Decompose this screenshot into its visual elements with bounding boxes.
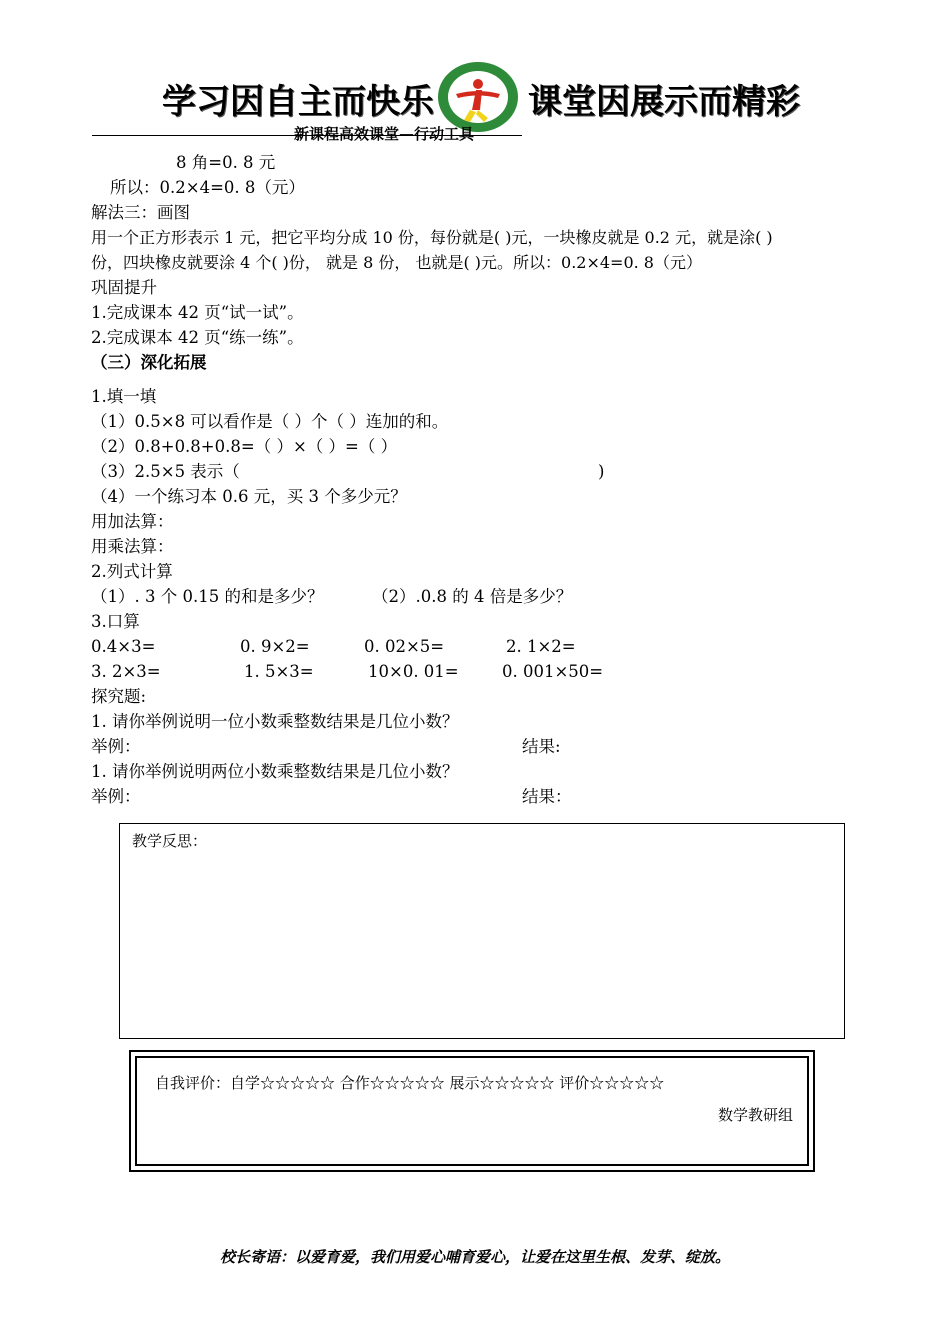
evaluation-inner-frame xyxy=(135,1056,809,1166)
calc-item: 10×0. 01= xyxy=(368,662,459,681)
text-line: 用乘法算： xyxy=(91,537,174,556)
text-line: 举例： xyxy=(91,787,141,806)
text-line: 探究题: xyxy=(91,687,147,706)
calc-item: 3. 2×3= xyxy=(91,662,161,681)
text-line: （2）0.8+0.8+0.8=（ ）×（ ）=（ ） xyxy=(91,437,398,456)
text-line: 解法三：画图 xyxy=(91,203,190,222)
header-right-title: 课堂因展示而精彩 xyxy=(528,82,800,122)
text-line: （1）0.5×8 可以看作是（ ）个（ ）连加的和。 xyxy=(91,412,449,431)
text-line: ) xyxy=(598,462,605,481)
text-line: 3.口算 xyxy=(91,612,140,631)
text-line: 举例： xyxy=(91,737,141,756)
text-line: 所以：0.2×4=0. 8（元） xyxy=(110,178,305,197)
text-line: 结果: xyxy=(522,737,561,756)
text-line: 1. 请你举例说明一位小数乘整数结果是几位小数？ xyxy=(91,712,459,731)
text-line: 1.填一填 xyxy=(91,387,157,406)
principal-message: 校长寄语：以爱育爱，我们用爱心哺育爱心，让爱在这里生根、发芽、绽放。 xyxy=(219,1248,730,1266)
text-line: （3）2.5×5 表示（ xyxy=(91,462,240,481)
header-left-title: 学习因自主而快乐 xyxy=(162,82,434,122)
text-line: （4）一个练习本 0.6 元，买 3 个多少元？ xyxy=(91,487,407,506)
calc-item: 1. 5×3= xyxy=(244,662,314,681)
calc-item: 0. 9×2= xyxy=(240,637,310,656)
header-subtitle: 新课程高效课堂—行动工具 xyxy=(294,125,475,143)
text-line: 用一个正方形表示 1 元，把它平均分成 10 份，每份就是( )元，一块橡皮就是 0.2 元，就是涂( ) xyxy=(91,228,773,247)
calc-item: 2. 1×2= xyxy=(506,637,576,656)
text-line: 2.完成课本 42 页“练一练”。 xyxy=(91,328,304,347)
text-line: 巩固提升 xyxy=(91,278,157,297)
text-line: 2.列式计算 xyxy=(91,562,173,581)
text-line: 份，四块橡皮就要涂 4 个( )份， 就是 8 份， 也就是( )元。所以：0.2×4=0. 8（元） xyxy=(91,253,702,272)
evaluation-box xyxy=(129,1050,815,1172)
calc-item: 0. 001×50= xyxy=(502,662,604,681)
text-line: （2）.0.8 的 4 倍是多少？ xyxy=(372,587,573,606)
calc-item: 0. 02×5= xyxy=(364,637,445,656)
group-name: 数学教研组 xyxy=(717,1106,793,1124)
text-line: 用加法算： xyxy=(91,512,174,531)
text-line: 8 角=0. 8 元 xyxy=(176,153,276,172)
section-heading: （三）深化拓展 xyxy=(91,353,207,372)
reflection-label: 教学反思： xyxy=(132,832,208,850)
text-line: 结果： xyxy=(522,787,572,806)
text-line: （1）. 3 个 0.15 的和是多少？ xyxy=(91,587,324,606)
text-line: 1.完成课本 42 页“试一试”。 xyxy=(91,303,304,322)
calc-item: 0.4×3= xyxy=(91,637,156,656)
reflection-box xyxy=(119,823,845,1039)
text-line: 1. 请你举例说明两位小数乘整数结果是几位小数？ xyxy=(91,762,459,781)
self-evaluation-text: 自我评价：自学☆☆☆☆☆ 合作☆☆☆☆☆ 展示☆☆☆☆☆ 评价☆☆☆☆☆ xyxy=(155,1074,665,1092)
